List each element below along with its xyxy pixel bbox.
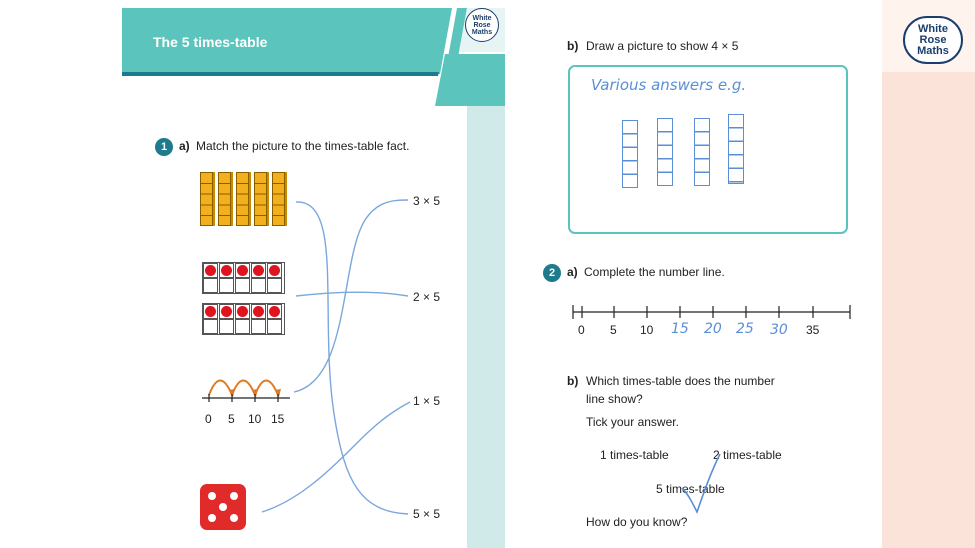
q2-part-b-label: b) <box>567 374 579 388</box>
number-line-answer-20: 20 <box>704 321 722 337</box>
logo-large <box>903 16 963 64</box>
q2-part-b-line2: line show? <box>586 392 643 406</box>
number-line-label-5: 5 <box>610 323 617 337</box>
question-2-badge: 2 <box>543 264 561 282</box>
page-title: The 5 times-table <box>153 34 268 50</box>
q2-part-b-line1: Which times-table does the number <box>586 374 775 388</box>
number-line-answer-15: 15 <box>671 321 689 337</box>
drawn-tower <box>657 118 673 186</box>
fact-2x5: 2 × 5 <box>413 290 441 304</box>
drawn-tower <box>728 114 744 184</box>
jump-line-label-10: 10 <box>248 412 262 426</box>
question-1-badge: 1 <box>155 138 173 156</box>
logo-small-line1: White <box>472 14 492 22</box>
fact-3x5: 3 × 5 <box>413 194 441 208</box>
q1-part-b-label: b) <box>567 39 579 53</box>
drawn-towers <box>622 114 752 194</box>
option-1-times-table[interactable]: 1 times-table <box>600 448 669 462</box>
jump-line-label-0: 0 <box>205 412 212 426</box>
tick-instruction: Tick your answer. <box>586 415 679 429</box>
jump-line-label-5: 5 <box>228 412 235 426</box>
logo-small-line3: Maths <box>471 28 493 36</box>
q2-part-a-label: a) <box>567 265 578 279</box>
fact-5x5: 5 × 5 <box>413 507 441 521</box>
handwritten-various-answers: Various answers e.g. <box>591 76 747 94</box>
number-line-answer-25: 25 <box>736 321 754 337</box>
tick-mark-icon <box>678 450 723 520</box>
q2-part-a-text: Complete the number line. <box>584 265 725 279</box>
logo-large-line2: Rose <box>919 33 947 46</box>
drawn-tower <box>694 118 710 186</box>
right-page-margin <box>882 0 975 548</box>
q1-part-b-text: Draw a picture to show 4 × 5 <box>586 39 739 53</box>
jump-line-label-15: 15 <box>271 412 285 426</box>
q1-part-a-text: Match the picture to the times-table fact. <box>196 139 410 153</box>
option-2-times-table[interactable]: 2 times-table <box>713 448 782 462</box>
logo-large-line1: White <box>918 22 948 35</box>
option-5-times-table[interactable]: 5 times-table <box>656 482 725 496</box>
number-line-label-10: 10 <box>640 323 654 337</box>
number-line-label-35: 35 <box>806 323 820 337</box>
drawn-tower <box>622 120 638 188</box>
number-line-answer-30: 30 <box>770 322 788 338</box>
logo-small-line2: Rose <box>473 21 491 29</box>
logo-large-line3: Maths <box>917 44 949 57</box>
number-line-label-0: 0 <box>578 323 585 337</box>
how-do-you-know: How do you know? <box>586 515 688 529</box>
fact-1x5: 1 × 5 <box>413 394 441 408</box>
q1-part-a-label: a) <box>179 139 190 153</box>
